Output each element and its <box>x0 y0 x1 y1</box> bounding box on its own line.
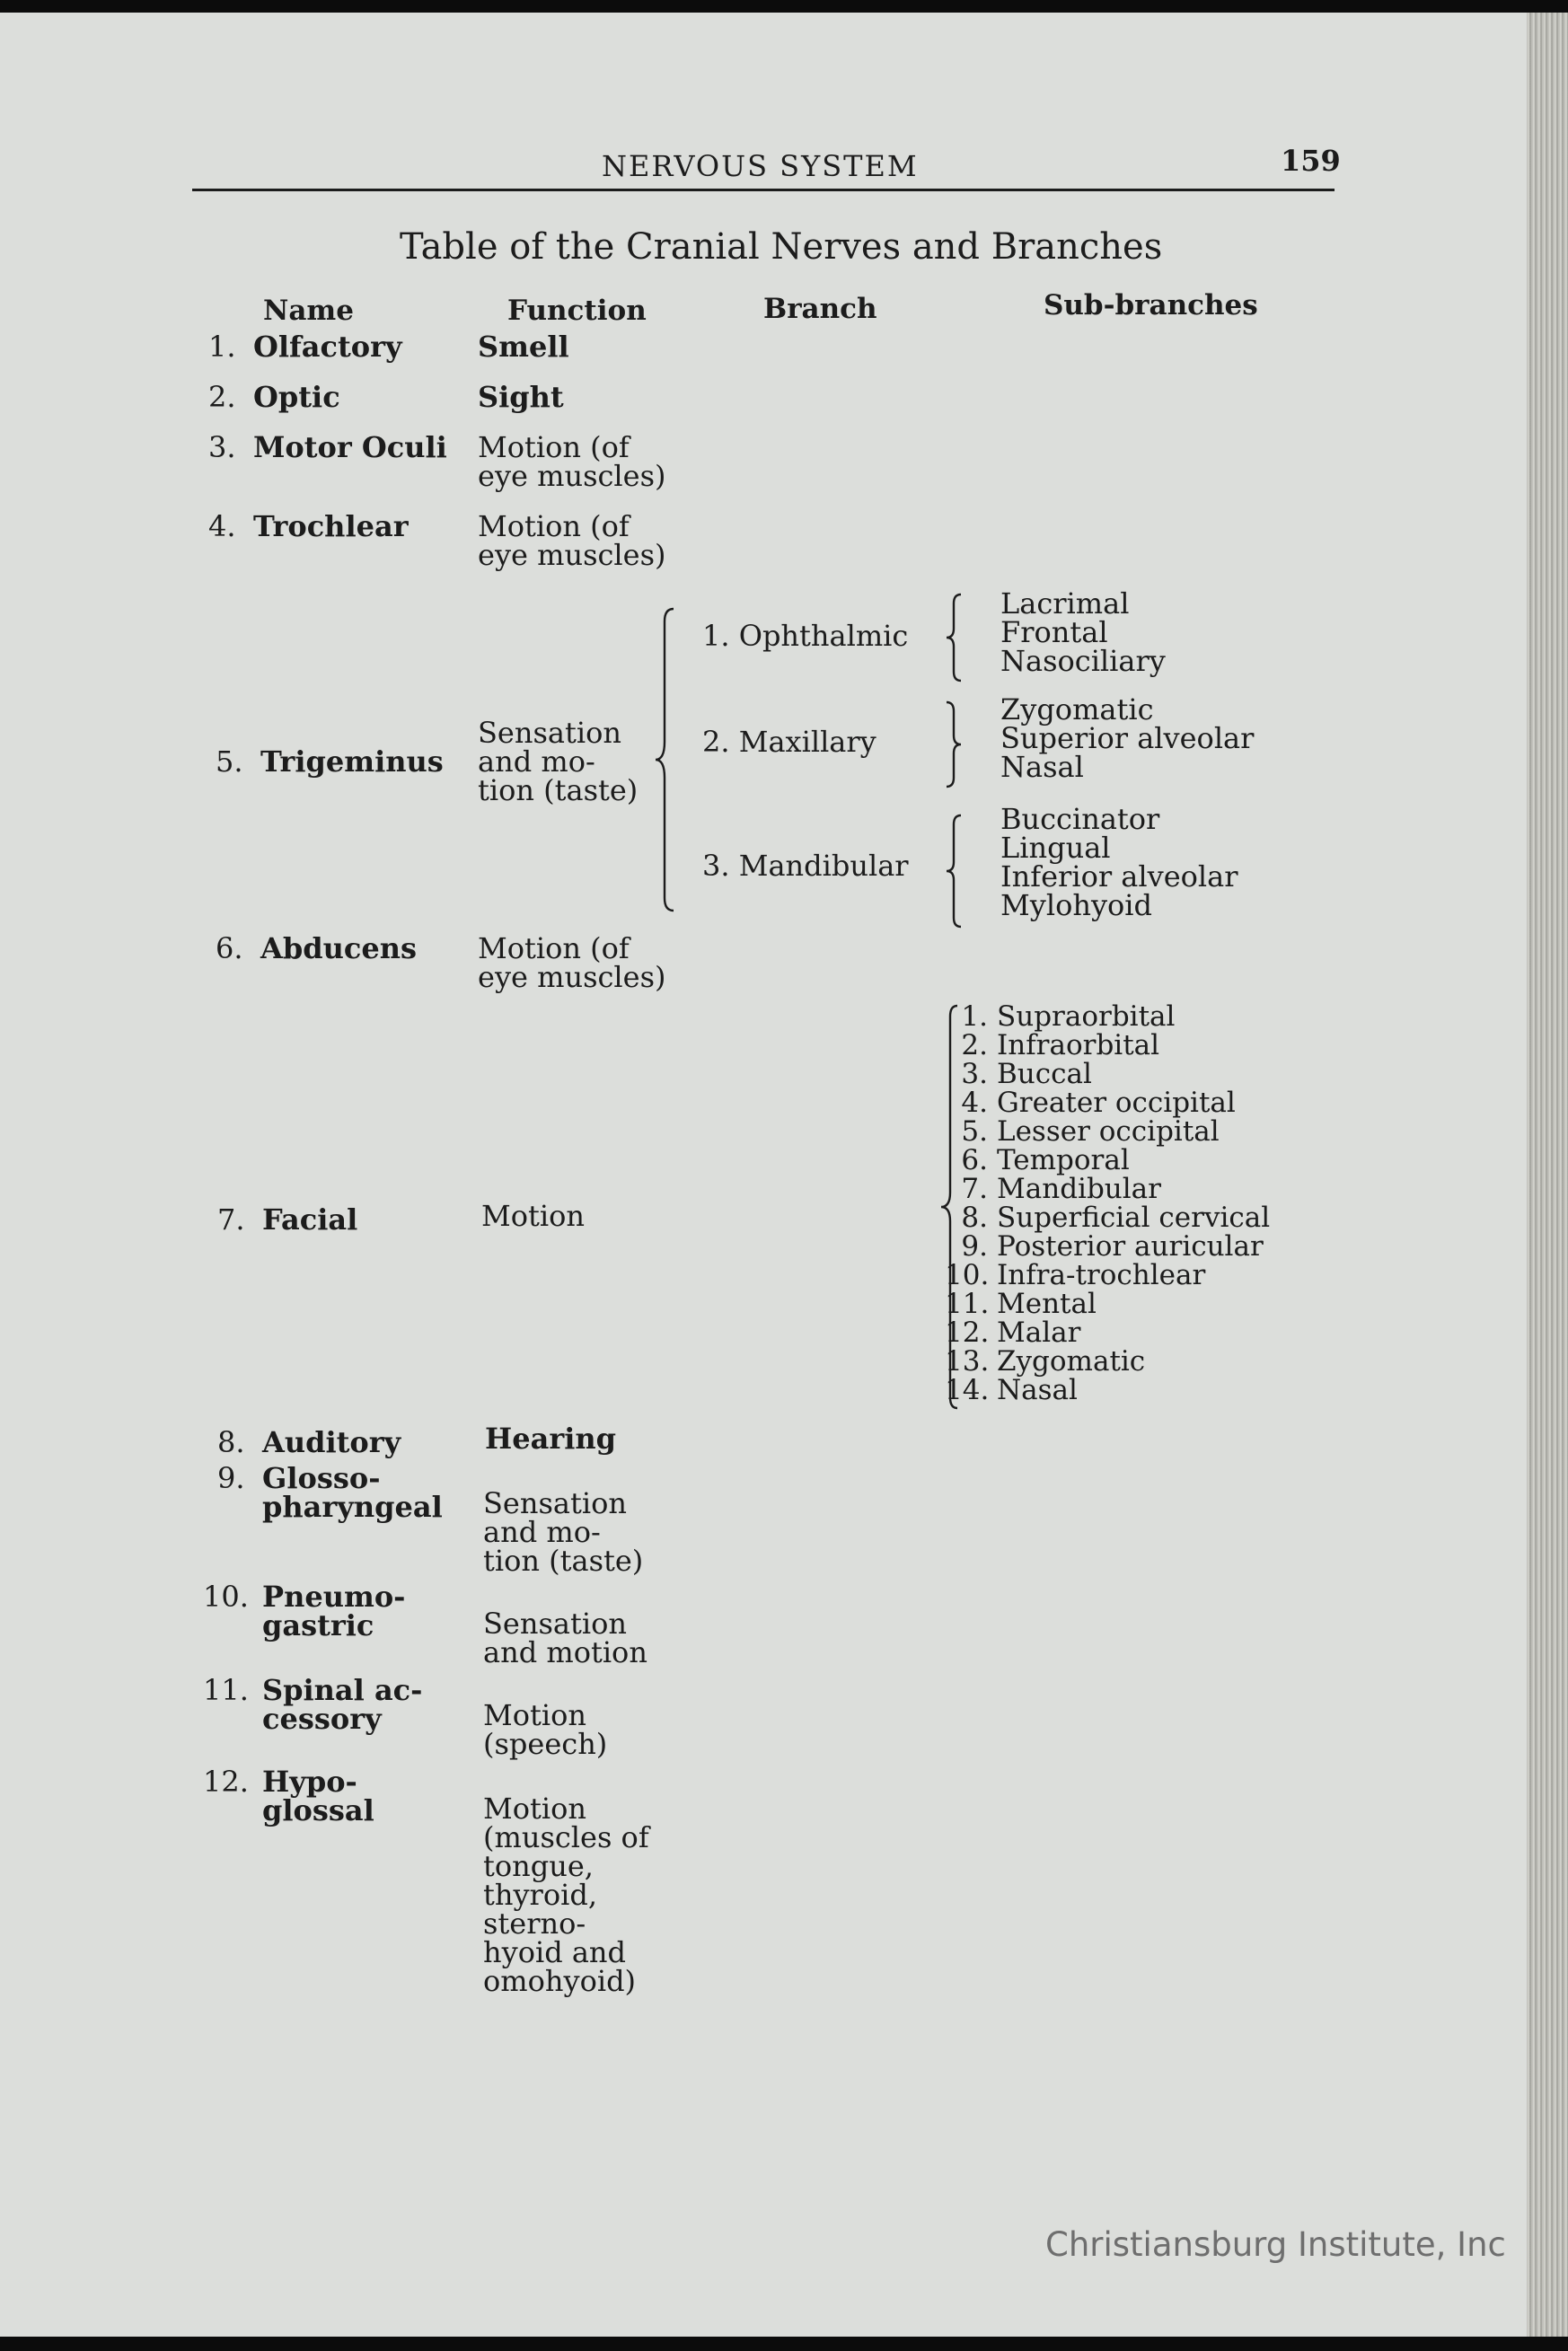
nerve-function: Sensation and motion <box>483 1607 647 1669</box>
nerve-name: Optic <box>253 380 340 414</box>
nerve-function: Motion (of eye muscles) <box>478 931 666 994</box>
column-header-name: Name <box>263 295 354 327</box>
nerve-number: 9. <box>217 1461 245 1495</box>
list-item: 9. Posterior auricular <box>961 1230 1264 1263</box>
nerve-name: Pneumo- gastric <box>262 1580 406 1642</box>
column-header-function: Function <box>507 295 647 327</box>
list-item: 5. Lesser occipital <box>961 1115 1220 1148</box>
nerve-number: 4. <box>208 509 236 543</box>
nerve-name: Abducens <box>260 931 417 965</box>
list-item: 12. Malar <box>945 1316 1081 1349</box>
nerve-number: 3. <box>208 430 236 464</box>
nerve-function: Sight <box>478 380 564 414</box>
list-item: 8. Superficial cervical <box>961 1202 1271 1234</box>
nerve-function: Hearing <box>485 1422 616 1456</box>
nerve-function: Motion (of eye muscles) <box>478 430 666 493</box>
nerve-number: 8. <box>217 1425 245 1459</box>
ophthalmic-brace <box>943 593 968 682</box>
nerve-function: Sensation and mo- tion (taste) <box>478 716 639 807</box>
nerve-name: Olfactory <box>253 330 402 364</box>
header-rule <box>192 189 1335 191</box>
page-edge <box>1527 13 1568 2337</box>
branch-label: 3. Mandibular <box>702 849 909 883</box>
table-title: Table of the Cranial Nerves and Branches <box>400 226 1163 268</box>
nerve-number: 7. <box>217 1202 245 1237</box>
nerve-number: 11. <box>203 1673 249 1707</box>
list-item: 4. Greater occipital <box>961 1087 1236 1119</box>
nerve-function: Sensation and mo- tion (taste) <box>483 1486 644 1578</box>
facial-sub-branch-list <box>945 1002 1270 1404</box>
sub-branch-list: Zygomatic Superior alveolar Nasal <box>1000 692 1255 784</box>
list-item: 2. Infraorbital <box>961 1029 1160 1061</box>
nerve-name: Facial <box>262 1202 358 1237</box>
nerve-name: Auditory <box>262 1425 401 1459</box>
mandibular-brace <box>943 814 968 929</box>
nerve-name: Hypo- glossal <box>262 1765 374 1827</box>
nerve-number: 2. <box>208 380 236 414</box>
list-item: 13. Zygomatic <box>945 1345 1146 1378</box>
list-item: 7. Mandibular <box>961 1173 1161 1205</box>
list-item: 3. Buccal <box>961 1058 1092 1090</box>
page-number: 159 <box>1281 144 1341 178</box>
list-item: 1. Supraorbital <box>961 1000 1176 1033</box>
sub-branch-list: Buccinator Lingual Inferior alveolar Mylohyoid <box>1000 802 1238 922</box>
trigeminus-brace <box>654 607 690 912</box>
nerve-name: Spinal ac- cessory <box>262 1673 423 1736</box>
list-item: 14. Nasal <box>945 1374 1078 1406</box>
nerve-name: Glosso- pharyngeal <box>262 1461 443 1524</box>
nerve-function: Motion (speech) <box>483 1698 608 1761</box>
column-header-sub-branches: Sub-branches <box>1044 289 1258 321</box>
branch-label: 1. Ophthalmic <box>702 619 909 653</box>
column-header-branch: Branch <box>763 293 877 325</box>
watermark: Christiansburg Institute, Inc <box>1045 2225 1506 2264</box>
nerve-function: Motion (muscles of tongue, thyroid, sterno- hyoid and omohyoid) <box>483 1792 649 1998</box>
nerve-number: 6. <box>216 931 243 965</box>
nerve-name: Motor Oculi <box>253 430 447 464</box>
nerve-number: 10. <box>203 1580 249 1614</box>
list-item: 11. Mental <box>945 1288 1097 1320</box>
nerve-function: Motion <box>481 1199 585 1233</box>
nerve-name: Trigeminus <box>260 744 444 779</box>
nerve-number: 5. <box>216 744 243 779</box>
list-item: 10. Infra-trochlear <box>945 1259 1206 1291</box>
list-item: 6. Temporal <box>961 1144 1130 1176</box>
nerve-function: Smell <box>478 330 569 364</box>
branch-label: 2. Maxillary <box>702 725 876 759</box>
nerve-number: 12. <box>203 1765 249 1799</box>
maxillary-brace <box>941 700 966 788</box>
sub-branch-list: Lacrimal Frontal Nasociliary <box>1000 586 1166 678</box>
running-title: NERVOUS SYSTEM <box>602 149 919 183</box>
nerve-function: Motion (of eye muscles) <box>478 509 666 572</box>
nerve-number: 1. <box>208 330 236 364</box>
nerve-name: Trochlear <box>253 509 409 543</box>
